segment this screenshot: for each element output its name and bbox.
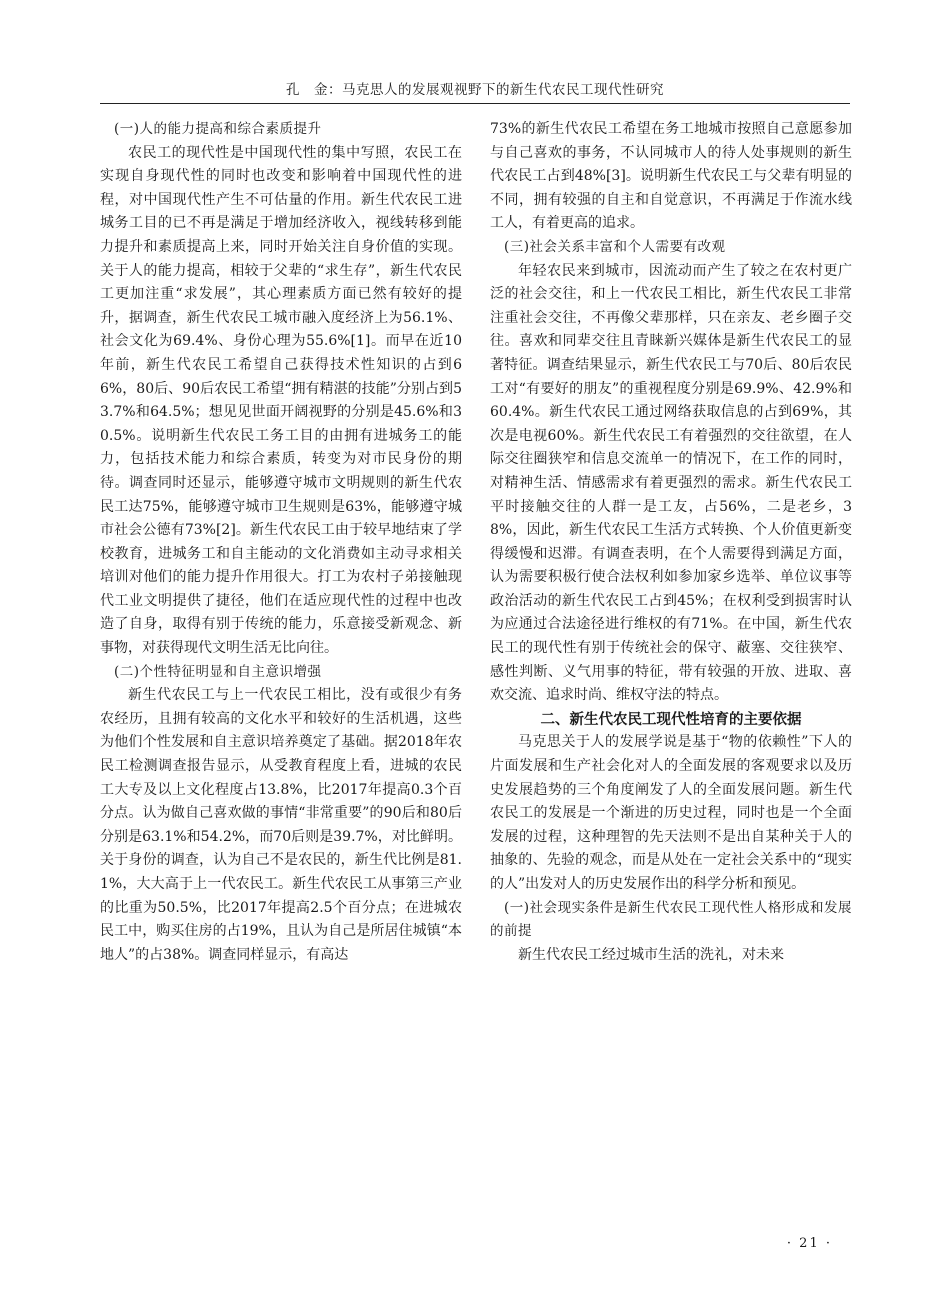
paragraph-marx-theory: 马克思关于人的发展学说是基于“物的依赖性”下人的片面发展和生产社会化对人的全面发展的客观要求以及历史发展趋势的三个角度阐发了人的全面发展问题。新生代农民工的发展是一个渐进的历史过程，同时也是一个全面发展的过程，这种理智的先天法则不是出自某种关于人的抽象的、先验的观念，而是从处在一定社会关系中的“现实的人”出发对人的历史发展作出的科学分析和预见。: [490, 734, 852, 892]
subsection-heading-1: (一)人的能力提高和综合素质提升: [114, 121, 322, 137]
subsection-heading-2: (二)个性特征明显和自主意识增强: [114, 663, 322, 680]
right-column: [490, 118, 852, 967]
paragraph-social-conditions: 新生代农民工经过城市生活的洗礼，对未来: [518, 946, 784, 963]
subsection-heading-4: (一)社会现实条件是新生代农民工现代性人格形成和发展的前提: [490, 899, 852, 940]
paragraph-continued: 73%的新生代农民工希望在务工地城市按照自己意愿参加与自己喜欢的事务，不认同城市人的待人处事规则的新生代农民工占到48%[3]。说明新生代农民工与父辈有明显的不同，拥有较强的自主和自觉意识，不再满足于作流水线工人，有着更高的追求。: [490, 121, 852, 232]
section-heading-2: 二、新生代农民工现代性培育的主要依据: [540, 710, 802, 728]
paragraph-individuality: 新生代农民工与上一代农民工相比，没有或很少有务农经历，且拥有较高的文化水平和较好的生活机遇，这些为他们个性发展和自主意识培养奠定了基础。据2018年农民工检测调查报告显示，从受教育程度上看，进城的农民工大专及以上文化程度占13.8%，比2017年提高0.3个百分点。认为做自己喜欢做的事情“非常重要”的90后和80后分别是63.1%和54.2%，而70后则是39.7%，对比鲜明。关于身份的调查，认为自己不是农民的，新生代比例是81.1%，大大高于上一代农民工。新生代农民工从事第三产业的比重为50.5%，比2017年提高2.5个百分点；在进城农民工中，购买住房的占19%，且认为自己是所居住城镇“本地人”的占38%。调查同样显示，有高达: [100, 687, 462, 963]
left-column: [100, 118, 462, 967]
header-rule: [100, 103, 850, 104]
subsection-heading-3: (三)社会关系丰富和个人需要有改观: [504, 238, 726, 255]
page-number: · 21 ·: [786, 1236, 832, 1251]
running-header: 孔 金：马克思人的发展观视野下的新生代农民工现代性研究: [286, 82, 664, 98]
paragraph-social-relations: 年轻农民来到城市，因流动而产生了较之在农村更广泛的社会交往，和上一代农民工相比，新生代农民工非常注重社会交往，不再像父辈那样，只在亲友、老乡圈子交往。喜欢和同辈交往且青睐新兴媒体是新生代农民工的显著特征。调查结果显示，新生代农民工与70后、80后农民工对“有要好的朋友”的重视程度分别是69.9%、42.9%和60.4%。新生代农民工通过网络获取信息的占到69%，其次是电视60%。新生代农民工有着强烈的交往欲望，在人际交往圈狭窄和信息交流单一的情况下，在工作的同时，对精神生活、情感需求有着更强烈的需求。新生代农民工平时接触交往的人群一是工友，占56%，二是老乡，38%，因此，新生代农民工生活方式转换、个人价值更新变得缓慢和迟滞。有调查表明，在个人需要得到满足方面，认为需要积极行使合法权利如参加家乡选举、单位议事等政治活动的新生代农民工占到45%；在权利受到损害时认为应通过合法途径进行维权的有71%。在中国，新生代农民工的现代性有别于传统社会的保守、蔽塞、交往狭窄、感性判断、义气用事的特征，带有较强的开放、进取、喜欢交流、追求时尚、维权守法的特点。: [490, 262, 852, 704]
paragraph-ability: 农民工的现代性是中国现代性的集中写照，农民工在实现自身现代性的同时也改变和影响着中国现代性的进程，对中国现代性产生不可估量的作用。新生代农民工进城务工目的已不再是满足于增加经济收入，视线转移到能力提升和素质提高上来，同时开始关注自身价值的实现。关于人的能力提高，相较于父辈的“求生存”，新生代农民工更加注重“求发展”，其心理素质方面已然有较好的提升，据调查，新生代农民工城市融入度经济上为56.1%、社会文化为69.4%、身份心理为55.6%[1]。而早在近10年前，新生代农民工希望自己获得技术性知识的占到66%，80后、90后农民工希望“拥有精湛的技能”分别占到53.7%和64.5%；想见见世面开阔视野的分别是45.6%和30.5%。说明新生代农民工务工目的由拥有进城务工的能力，包括技术能力和综合素质，转变为对市民身份的期待。调查同时还显示，能够遵守城市文明规则的新生代农民工达75%，能够遵守城市卫生规则是63%，能够遵守城市社会公德有73%[2]。新生代农民工由于较早地结束了学校教育，进城务工和自主能动的文化消费如主动寻求相关培训对他们的能力提升作用很大。打工为农村子弟接触现代工业文明提供了捷径，他们在适应现代性的过程中也改造了自身，取得有别于传统的能力，乐意接受新观念、新事物，对获得现代文明生活无比向往。: [100, 144, 462, 657]
